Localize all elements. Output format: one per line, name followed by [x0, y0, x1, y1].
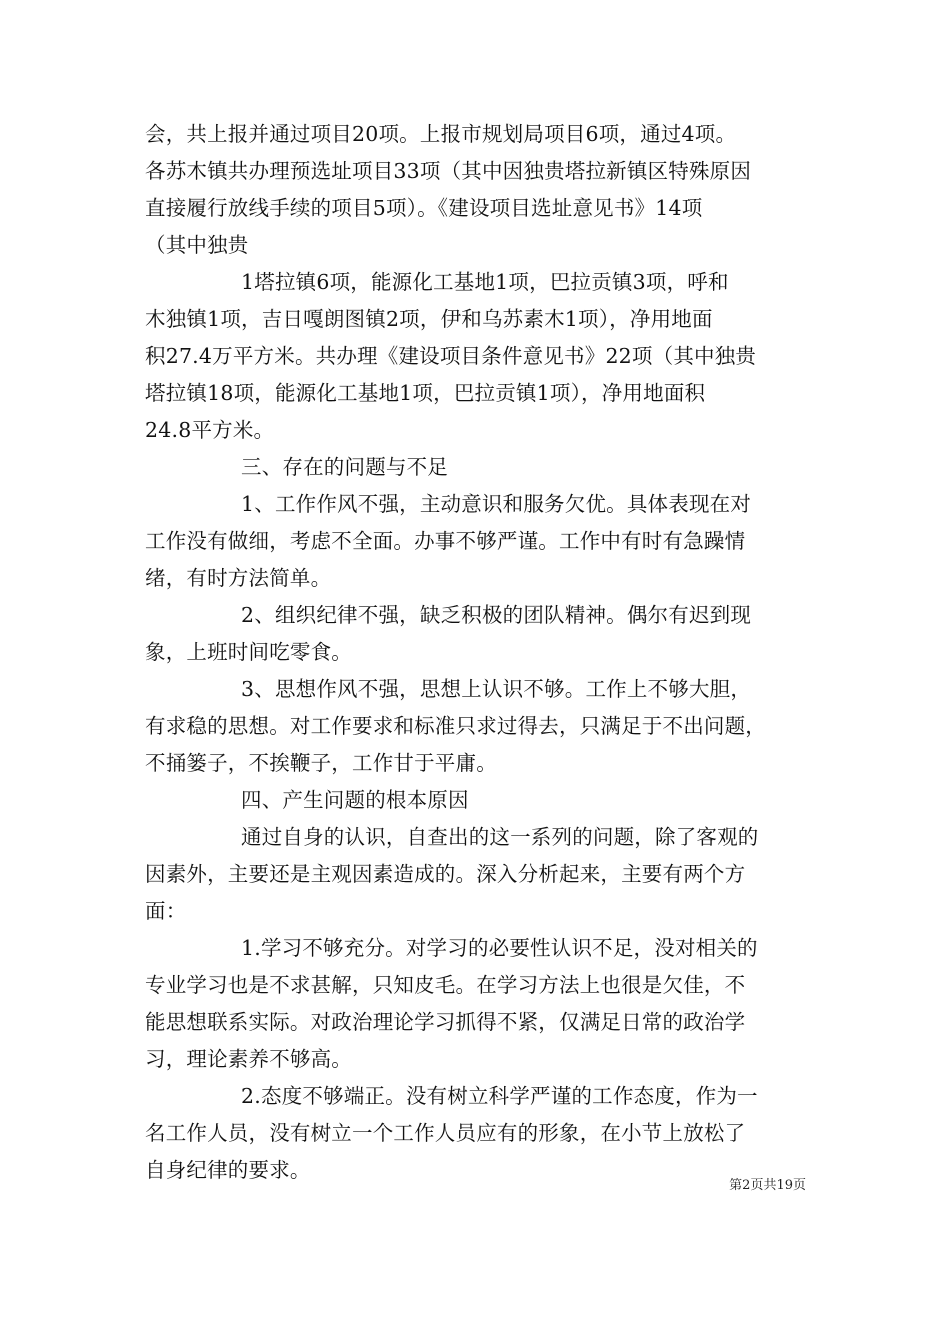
text-line: 面： — [145, 899, 187, 923]
text-line: 1塔拉镇6项，能源化工基地1项，巴拉贡镇3项，呼和 — [241, 270, 729, 294]
text-line: 积27.4万平方米。共办理《建设项目条件意见书》22项（其中独贵 — [145, 344, 757, 368]
text-line: 象，上班时间吃零食。 — [145, 640, 352, 664]
text-line: 工作没有做细，考虑不全面。办事不够严谨。工作中有时有急躁情 — [145, 529, 746, 553]
text-line: 会，共上报并通过项目20项。上报市规划局项目6项，通过4项。 — [145, 122, 737, 146]
text-line: 专业学习也是不求甚解，只知皮毛。在学习方法上也很是欠佳，不 — [145, 973, 746, 997]
text-line: 直接履行放线手续的项目5项）。《建设项目选址意见书》14项 — [145, 196, 703, 220]
text-line: 名工作人员，没有树立一个工作人员应有的形象，在小节上放松了 — [145, 1121, 746, 1145]
text-line: 不捅篓子，不挨鞭子，工作甘于平庸。 — [145, 751, 497, 775]
text-line: 自身纪律的要求。 — [145, 1158, 311, 1182]
text-line: 三、存在的问题与不足 — [241, 455, 448, 479]
text-line: （其中独贵 — [145, 233, 249, 257]
text-line: 塔拉镇18项，能源化工基地1项，巴拉贡镇1项），净用地面积 — [145, 381, 706, 405]
text-line: 24.8平方米。 — [145, 418, 275, 442]
text-line: 因素外，主要还是主观因素造成的。深入分析起来，主要有两个方 — [145, 862, 746, 886]
text-line: 绪，有时方法简单。 — [145, 566, 332, 590]
text-line: 2.态度不够端正。没有树立科学严谨的工作态度，作为一 — [241, 1084, 758, 1108]
text-line: 能思想联系实际。对政治理论学习抓得不紧，仅满足日常的政治学 — [145, 1010, 746, 1034]
text-line: 3、思想作风不强，思想上认识不够。工作上不够大胆， — [241, 677, 752, 701]
text-line: 1、工作作风不强，主动意识和服务欠优。具体表现在对 — [241, 492, 752, 516]
text-line: 通过自身的认识，自查出的这一系列的问题，除了客观的 — [241, 825, 759, 849]
document-body — [145, 116, 825, 1189]
text-line: 各苏木镇共办理预选址项目33项（其中因独贵塔拉新镇区特殊原因 — [145, 159, 752, 183]
page-number: 第2页共19页 — [729, 1178, 806, 1193]
text-line: 木独镇1项，吉日嘎朗图镇2项，伊和乌苏素木1项），净用地面 — [145, 307, 713, 331]
text-line: 2、组织纪律不强，缺乏积极的团队精神。偶尔有迟到现 — [241, 603, 752, 627]
text-line: 有求稳的思想。对工作要求和标准只求过得去，只满足于不出问题， — [145, 714, 766, 738]
text-line: 习，理论素养不够高。 — [145, 1047, 352, 1071]
text-line: 四、产生问题的根本原因 — [241, 788, 469, 812]
text-line: 1.学习不够充分。对学习的必要性认识不足，没对相关的 — [241, 936, 758, 960]
